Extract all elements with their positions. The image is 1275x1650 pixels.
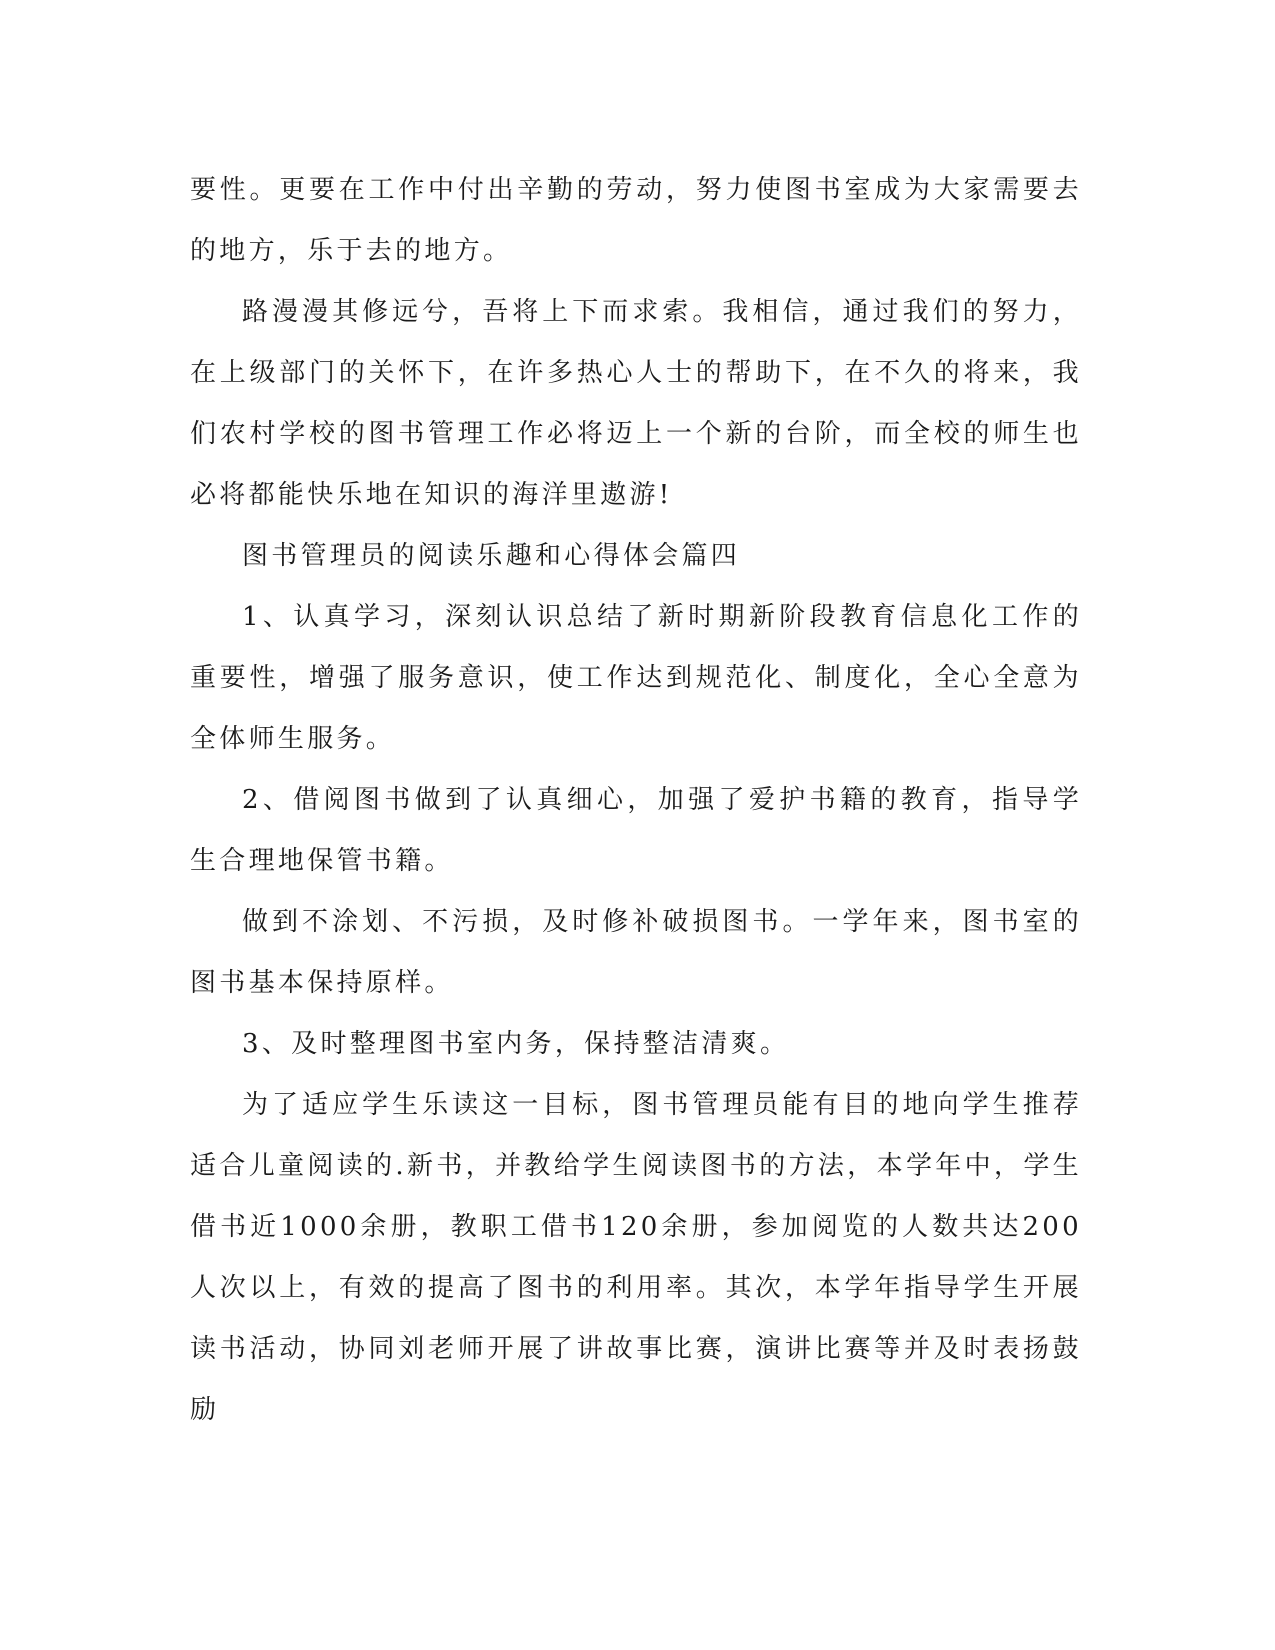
section-heading: 图书管理员的阅读乐趣和心得体会篇四 <box>242 541 741 571</box>
list-item-2: 2、借阅图书做到了认真细心，加强了爱护书籍的教育，指导学生合理地保管书籍。 <box>190 785 1082 876</box>
document-body <box>190 160 1082 1441</box>
paragraph-journey: 路漫漫其修远兮，吾将上下而求索。我相信，通过我们的努力，在上级部门的关怀下，在许多热心人士的帮助下，在不久的将来，我们农村学校的图书管理工作必将迈上一个新的台阶，而全校的师生也必将都能快乐地在知识的海洋里遨游! <box>190 297 1082 510</box>
paragraph-continuation: 要性。更要在工作中付出辛勤的劳动，努力使图书室成为大家需要去的地方，乐于去的地方。 <box>190 175 1082 266</box>
list-item-1: 1、认真学习，深刻认识总结了新时期新阶段教育信息化工作的重要性，增强了服务意识，使工作达到规范化、制度化，全心全意为全体师生服务。 <box>190 602 1082 754</box>
paragraph-book-care: 做到不涂划、不污损，及时修补破损图书。一学年来，图书室的图书基本保持原样。 <box>190 907 1082 998</box>
list-item-3: 3、及时整理图书室内务，保持整洁清爽。 <box>242 1029 790 1059</box>
paragraph-reading-activities: 为了适应学生乐读这一目标，图书管理员能有目的地向学生推荐适合儿童阅读的.新书，并教给学生阅读图书的方法，本学年中，学生借书近1000余册，教职工借书120余册，参加阅览的人数共达200人次以上，有效的提高了图书的利用率。其次，本学年指导学生开展读书活动，协同刘老师开展了讲故事比赛，演讲比赛等并及时表扬鼓励 <box>190 1090 1082 1425</box>
